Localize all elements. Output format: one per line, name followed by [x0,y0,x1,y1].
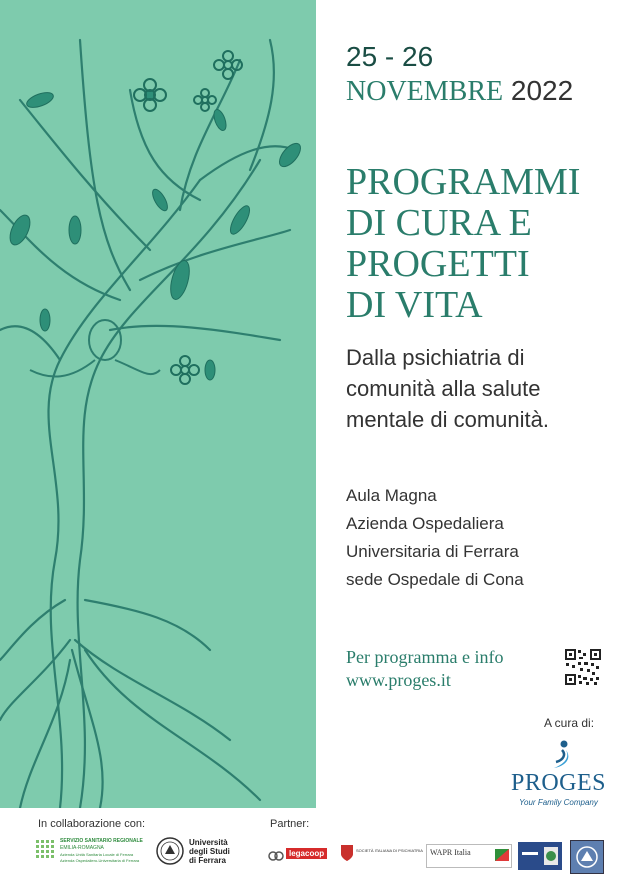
event-dates [346,40,573,109]
info-block [346,646,503,692]
unife-logo [155,836,235,872]
ssr-line2: EMILIA-ROMAGNA [60,845,104,851]
wapr-flag-icon [495,849,509,861]
tree-illustration [0,0,316,808]
unife-line1: Università [189,838,228,847]
partner-logo-square [570,840,604,874]
title-line: DI VITA [346,284,483,326]
proges-swirl-icon [506,738,611,772]
partner-label: Partner: [270,818,310,830]
unife-seal-icon [155,836,185,866]
proges-logo [506,738,611,808]
venue-line: Universitaria di Ferrara [346,542,519,561]
event-month: NOVEMBRE [346,76,504,107]
qr-code-icon[interactable] [564,648,602,686]
subtitle-line: Dalla psichiatria di [346,345,525,370]
event-title [346,162,580,326]
event-year: 2022 [510,75,574,106]
venue-line: Azienda Ospedaliera [346,514,504,533]
wapr-name: WAPR Italia [430,848,471,857]
tree-drawing [0,0,316,808]
title-line: DI CURA E [346,202,532,244]
collab-label: In collaborazione con: [38,818,146,830]
ssr-line4: Azienda Ospedaliero-Universitaria di Ferrara [60,858,140,863]
legacoop-name: legacoop [286,848,327,859]
ssr-emilia-romagna-logo [36,838,146,870]
venue-line: Aula Magna [346,486,437,505]
partner-logo-blue [518,842,562,870]
curated-by-label: A cura di: [544,716,595,730]
legacoop-mark-icon [268,849,284,863]
proges-tagline: Your Family Company [519,798,598,807]
content-panel [316,0,629,808]
sip-name: SOCIETÀ ITALIANA DI PSICHIATRIA [356,848,423,853]
partner-emblem-icon [571,841,603,873]
subtitle-line: comunità alla salute [346,376,541,401]
info-url-link[interactable]: www.proges.it [346,670,451,690]
title-line: PROGRAMMI [346,161,581,203]
event-subtitle [346,342,621,435]
wapr-logo [426,844,512,868]
sip-logo [340,842,422,866]
footer [0,808,629,879]
subtitle-line: mentale di comunità. [346,407,549,432]
ssr-grid-icon [36,840,56,862]
event-days: 25 - 26 [346,41,434,72]
event-venue [346,482,524,594]
sip-shield-icon [340,844,354,862]
info-label: Per programma e info [346,647,504,667]
unife-line2: degli Studi [189,847,230,856]
partner-crest-icon [518,842,562,870]
unife-line3: di Ferrara [189,856,226,865]
legacoop-logo [268,846,328,866]
title-line: PROGETTI [346,243,530,285]
ssr-line3: Azienda Unità Sanitaria Locale di Ferrara [60,852,134,857]
proges-name: PROGES [510,770,607,796]
venue-line: sede Ospedale di Cona [346,570,524,589]
ssr-line1: SERVIZIO SANITARIO REGIONALE [60,838,143,844]
